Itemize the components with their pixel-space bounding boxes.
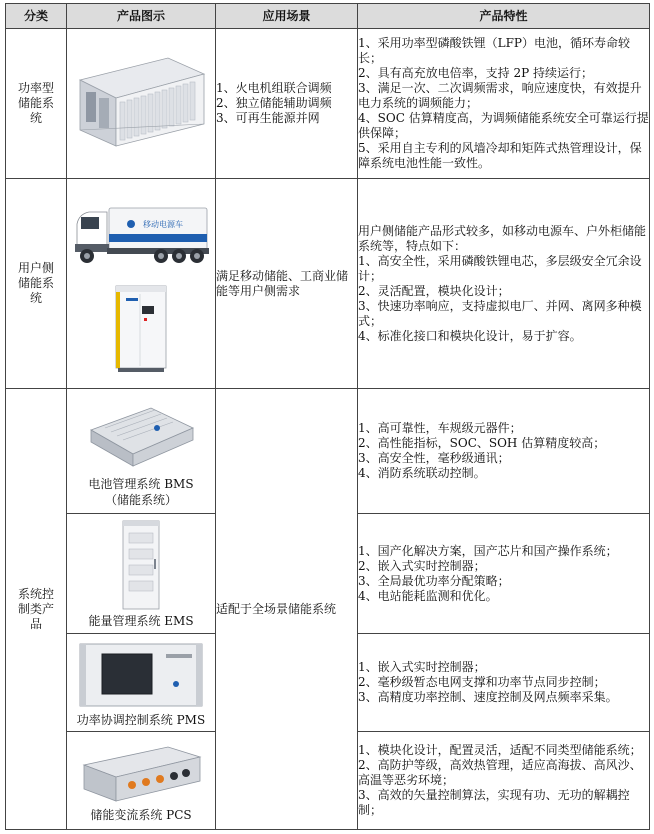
image-cell: [67, 389, 216, 514]
scenario-cell: [216, 29, 358, 179]
feature-item: 1、高安全性，采用磷酸铁锂电芯，多层级安全冗余设计；: [358, 253, 642, 283]
container-storage-image: [72, 50, 210, 158]
ems-cabinet-image: [111, 519, 171, 611]
category-label: 功率型 储能系 统: [17, 81, 54, 125]
feature-item: 3、高精度功率控制、速度控制及网点频率采集。: [358, 690, 618, 704]
feature-item: 1、嵌入式实时控制器；: [358, 660, 486, 674]
features-cell: [358, 732, 650, 830]
features-cell: [358, 514, 650, 634]
category-label: 系统控 制类产 品: [17, 586, 54, 631]
feature-item: 2、高防护等级，高效热管理，适应高海拔、高风沙、高温等恶劣环境；: [358, 758, 642, 787]
scenario-text: 满足移动储能、工商业储能等用户侧需求: [216, 268, 349, 298]
table-row-user-storage: [6, 179, 650, 389]
product-caption-pcs: 储能变流系统 PCS: [90, 807, 192, 822]
image-cell: [67, 29, 216, 179]
category-cell: [6, 179, 67, 389]
feature-item: 1、采用功率型磷酸铁锂（LFP）电池，循环寿命较长；: [358, 36, 631, 65]
feature-item: 4、电站能耗监测和优化。: [358, 588, 498, 603]
feature-item: 2、嵌入式实时控制器；: [358, 558, 486, 573]
category-cell: [6, 389, 67, 830]
feature-item: 2、毫秒级暂态电网支撑和功率节点同步控制；: [358, 675, 606, 689]
scenario-item: 1、火电机组联合调频: [216, 81, 332, 95]
scenario-cell: [216, 389, 358, 830]
feature-item: 2、具有高充放电倍率，支持 2P 持续运行；: [358, 66, 593, 80]
features-cell: [358, 179, 650, 389]
feature-item: 3、快速功率响应，支持虚拟电厂、并网、离网多种模式；: [358, 298, 642, 328]
product-table: [5, 3, 650, 830]
feature-item: 4、SOC 估算精度高，为调频储能系统安全可靠运行提供保障；: [358, 111, 649, 140]
header-image: 产品图示: [67, 4, 216, 29]
scenario-item: 2、独立储能辅助调频: [216, 96, 332, 110]
category-cell: [6, 29, 67, 179]
feature-item: 2、灵活配置，模块化设计；: [358, 283, 510, 298]
image-cell: [67, 732, 216, 830]
bms-device-image: [81, 394, 201, 474]
product-caption-ems: 能量管理系统 EMS: [88, 613, 194, 628]
feature-item: 3、高安全性，毫秒级通讯；: [358, 451, 510, 465]
feature-item: 3、满足一次、二次调频需求，响应速度快，有效提升电力系统的调频能力；: [358, 81, 642, 110]
scenario-cell: [216, 179, 358, 389]
header-scenario: 应用场景: [216, 4, 358, 29]
table-row-power-storage: [6, 29, 650, 179]
pms-controller-image: [76, 638, 206, 710]
product-caption-pms: 功率协调控制系统 PMS: [76, 712, 206, 727]
feature-item: 4、标准化接口和模块化设计，易于扩容。: [358, 328, 582, 343]
features-cell: [358, 634, 650, 732]
features-cell: [358, 389, 650, 514]
feature-item: 1、高可靠性，车规级元器件；: [358, 421, 522, 435]
scenario-item: 3、可再生能源并网: [216, 111, 320, 125]
feature-item: 1、国产化解决方案，国产芯片和国产操作系统；: [358, 543, 618, 558]
feature-item: 4、消防系统联动控制。: [358, 466, 486, 480]
feature-item: 3、高效的矢量控制算法，实现有功、无功的解耦控制；: [358, 788, 630, 817]
header-features: 产品特性: [358, 4, 650, 29]
mobile-power-truck-image: [71, 194, 211, 274]
feature-item: 2、高性能指标，SOC、SOH 估算精度较高；: [358, 436, 606, 450]
feature-item: 1、模块化设计，配置灵活，适配不同类型储能系统；: [358, 743, 642, 757]
outdoor-cabinet-image: [106, 282, 176, 374]
feature-intro: 用户侧储能产品形式较多，如移动电源车、户外柜储能系统等，特点如下：: [358, 223, 647, 253]
image-cell: [67, 179, 216, 389]
pcs-module-image: [76, 739, 206, 805]
image-cell: [67, 514, 216, 634]
category-label: 用户侧 储能系 统: [17, 261, 54, 305]
image-cell: [67, 634, 216, 732]
scenario-text: 适配于全场景储能系统: [216, 601, 337, 616]
features-cell: [358, 29, 650, 179]
table-row-bms: [6, 389, 650, 514]
feature-item: 5、采用自主专利的风墙冷却和矩阵式热管理设计，保障系统电池性能一致性。: [358, 141, 642, 170]
table-header-row: [6, 4, 650, 29]
header-category: 分类: [6, 4, 67, 29]
truck-label: 移动电源车: [143, 219, 183, 229]
feature-item: 3、全局最优功率分配策略；: [358, 573, 510, 588]
product-caption-bms: 电池管理系统 BMS （储能系统）: [88, 477, 194, 507]
